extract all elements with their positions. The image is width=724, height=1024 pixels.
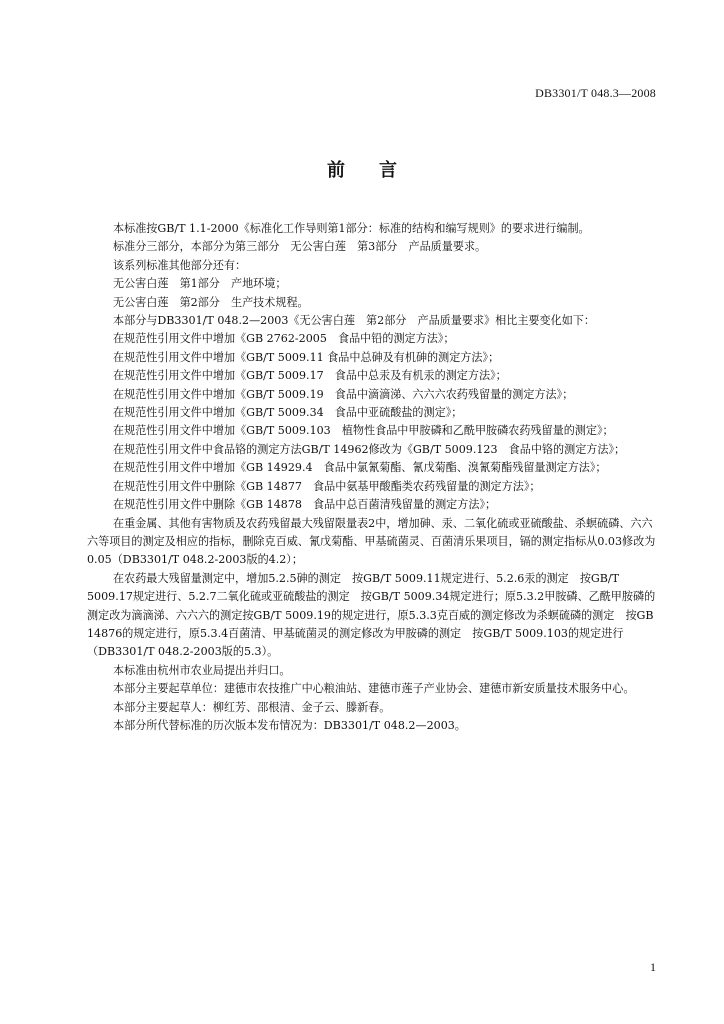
paragraph: 本标准按GB/T 1.1-2000《标准化工作导则第1部分：标准的结构和编写规则》的要求进行编制。 [113, 222, 590, 235]
paragraph: 本部分主要起草单位：建德市农技推广中心粮油站、建德市莲子产业协会、建德市新安质量技术服务中心。 [113, 682, 635, 696]
page-number: 1 [650, 960, 656, 974]
paragraph: 无公害白莲 第1部分 产地环境； [113, 277, 287, 291]
paragraph: 在规范性引用文件中删除《GB 14877 食品中氨基甲酸酯类农药残留量的测定方法》； [113, 479, 541, 493]
paragraph: 在规范性引用文件中增加《GB/T 5009.19 食品中滴滴涕、六六六农药残留量的测定方法》； [113, 387, 574, 401]
paragraph: 在规范性引用文件中增加《GB/T 5009.103 植物性食品中甲胺磷和乙酰甲胺磷农药残留量的测定》； [113, 424, 614, 438]
paragraph: 在规范性引用文件中食品铬的测定方法GB/T 14962修改为《GB/T 5009.123 食品中铬的测定方法》； [113, 442, 626, 456]
paragraph: 本部分与DB3301/T 048.2—2003《无公害白莲 第2部分 产品质量要求》相比主要变化如下： [113, 314, 595, 328]
paragraph: 在农药最大残留量测定中，增加5.2.5砷的测定 按GB/T 5009.11规定进行、5.2.6汞的测定 按GB/T 5009.17规定进行、5.2.7二氧化硫或亚硫酸盐的测定 按GB/T 5009.34规定进行；原5.3.2甲胺磷、乙酰甲胺磷的测定改为滴滴涕、六六六的测定按GB/T 5009.19的规定进行，原5.3.3克百威的测定修改为杀螟硫磷的测定 按GB 14876的规定进行，原5.3.4百菌清、甲基硫菌灵的测定修改为甲胺磷的测定 按GB/T 5009.103的规定进行（DB3301/T 048.2-2003版的5.3）。 [87, 571, 656, 659]
paragraph: 在规范性引用文件中增加《GB 2762-2005 食品中铅的测定方法》； [113, 332, 455, 346]
paragraph: 在规范性引用文件中删除《GB 14878 食品中总百菌清残留量的测定方法》； [113, 498, 497, 512]
paragraph: 本部分所代替标准的历次版本发布情况为：DB3301/T 048.2—2003。 [113, 718, 466, 732]
paragraph: 在规范性引用文件中增加《GB/T 5009.17 食品中总汞及有机汞的测定方法》； [113, 369, 507, 383]
foreword-body [87, 220, 656, 735]
paragraph: 标准分三部分，本部分为第三部分 无公害白莲 第3部分 产品质量要求。 [113, 240, 487, 254]
page-title: 前言 [327, 160, 431, 181]
document-code: DB3301/T 048.3—2008 [535, 86, 656, 100]
paragraph: 在重金属、其他有害物质及农药残留最大残留限量表2中，增加砷、汞、二氧化硫或亚硫酸盐、杀螟硫磷、六六六等项目的测定及相应的指标，删除克百威、氰戊菊酯、甲基硫菌灵、百菌清乐果项目，镉的测定指标从0.03修改为0.05（DB3301/T 048.2-2003版的4.2）； [87, 516, 656, 567]
paragraph: 在规范性引用文件中增加《GB/T 5009.11 食品中总砷及有机砷的测定方法》； [113, 350, 500, 364]
paragraph: 在规范性引用文件中增加《GB 14929.4 食品中氯氰菊酯、氰戊菊酯、溴氰菊酯残留量测定方法》； [113, 461, 607, 475]
paragraph: 该系列标准其他部分还有： [113, 258, 247, 272]
paragraph: 在规范性引用文件中增加《GB/T 5009.34 食品中亚硫酸盐的测定》； [113, 406, 463, 420]
paragraph: 本标准由杭州市农业局提出并归口。 [113, 663, 291, 677]
paragraph: 无公害白莲 第2部分 生产技术规程。 [113, 295, 309, 309]
paragraph: 本部分主要起草人：柳红芳、邵根清、金子云、滕新春。 [113, 700, 391, 714]
